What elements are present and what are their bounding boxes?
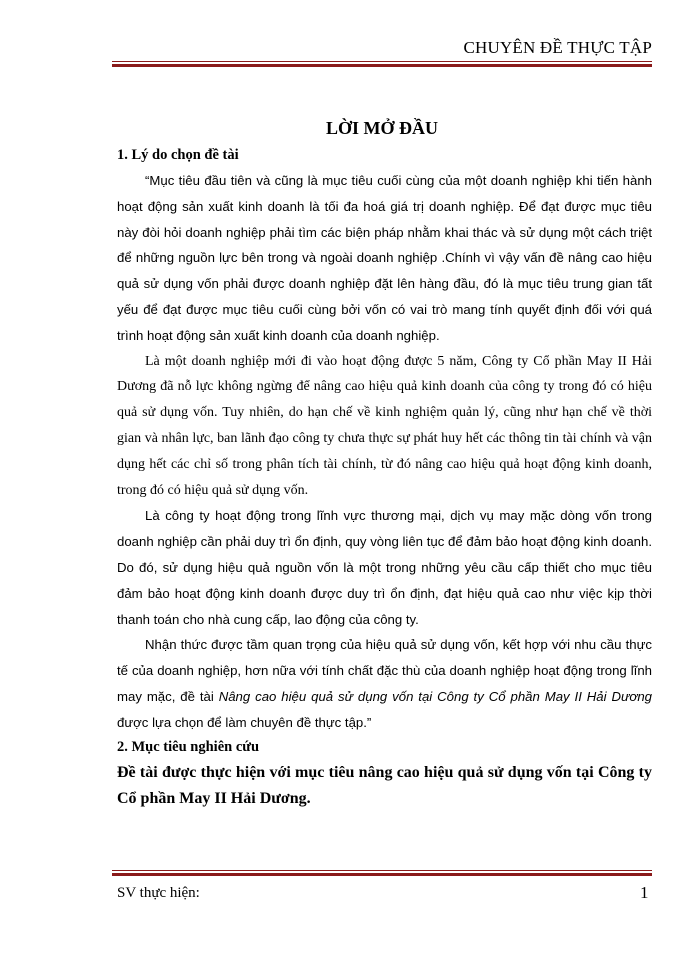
paragraph: Là công ty hoạt động trong lĩnh vực thương mại, dịch vụ may mặc dòng vốn trong doanh nghiệp cần phải duy trì ổn định, quy vòng liên tục để đảm bảo hoạt động kinh doanh. Do đó, sử dụng hiệu quả nguồn vốn là một trong những yêu cầu cấp thiết cho mục tiêu đảm bảo hoạt động kinh doanh được duy trì ổn định, đạt hiệu quả cao như việc kịp thời thanh toán cho nhà cung cấp, lao động của công ty.	[117, 508, 652, 627]
paragraph-final	[117, 632, 652, 735]
paragraph-text: được lựa chọn để làm chuyên đề thực tập.”	[117, 714, 372, 730]
student-label: SV thực hiện:	[117, 885, 200, 901]
page-number: 1	[640, 883, 649, 902]
paragraph: Là một doanh nghiệp mới đi vào hoạt động được 5 năm, Công ty Cổ phần May II Hải Dương đã nỗ lực không ngừng để nâng cao hiệu quả kinh doanh của công ty trong đó có hiệu quả sử dụng vốn. Tuy nhiên, do hạn chế về kinh nghiệm quản lý, cũng như hạn chế về thời gian và nhân lực, ban lãnh đạo công ty chưa thực sự phát huy hết các thông tin tài chính và vận dụng hết các chỉ số trong phân tích tài chính, từ đó nâng cao hiệu quả hoạt động kinh doanh, trong đó có hiệu quả sử dụng vốn.	[117, 353, 652, 498]
thesis-title: Nâng cao hiệu quả sử dụng vốn tại Công ty Cổ phần May II Hải Dương	[218, 688, 652, 704]
paragraph: “Mục tiêu đầu tiên và cũng là mục tiêu cuối cùng của một doanh nghiệp khi tiến hành hoạt động sản xuất kinh doanh là tối đa hoá giá trị doanh nghiệp. Để đạt được mục tiêu này đòi hỏi doanh nghiệp phải tìm các biện pháp nhằm khai thác và sử dụng một cách triệt để những nguồn lực bên trong và ngoài doanh nghiệp .Chính vì vậy vấn đề nâng cao hiệu quả sử dụng vốn phải được doanh nghiệp đặt lên hàng đầu, đó là mục tiêu trung gian tất yếu để đạt được mục tiêu cuối cùng bởi vốn có vai trò mang tính quyết định đối với quá trình hoạt động sản xuất kinh doanh của doanh nghiệp.	[117, 173, 652, 343]
section-heading-2: 2. Mục tiêu nghiên cứu	[117, 738, 260, 755]
paragraph-text: Nhận thức được tầm quan trọng của hiệu quả sử dụng vốn, kết hợp với nhu cầu thực tế của doanh nghiệp, hơn nữa với tính chất đặc thù của doanh nghiệp hoạt động trong lĩnh may mặc, đề tài	[117, 637, 652, 704]
running-header: CHUYÊN ĐỀ THỰC TẬP	[463, 38, 652, 57]
footer-rule	[112, 870, 652, 876]
document-body	[117, 146, 652, 812]
research-goal: Đề tài được thực hiện với mục tiêu nâng cao hiệu quả sử dụng vốn tại Công ty Cổ phần May II Hải Dương.	[117, 763, 652, 807]
header-rule	[112, 61, 652, 67]
page-title: LỜI MỞ ĐẦU	[326, 118, 438, 138]
section-heading-1: 1. Lý do chọn đề tài	[117, 147, 239, 163]
